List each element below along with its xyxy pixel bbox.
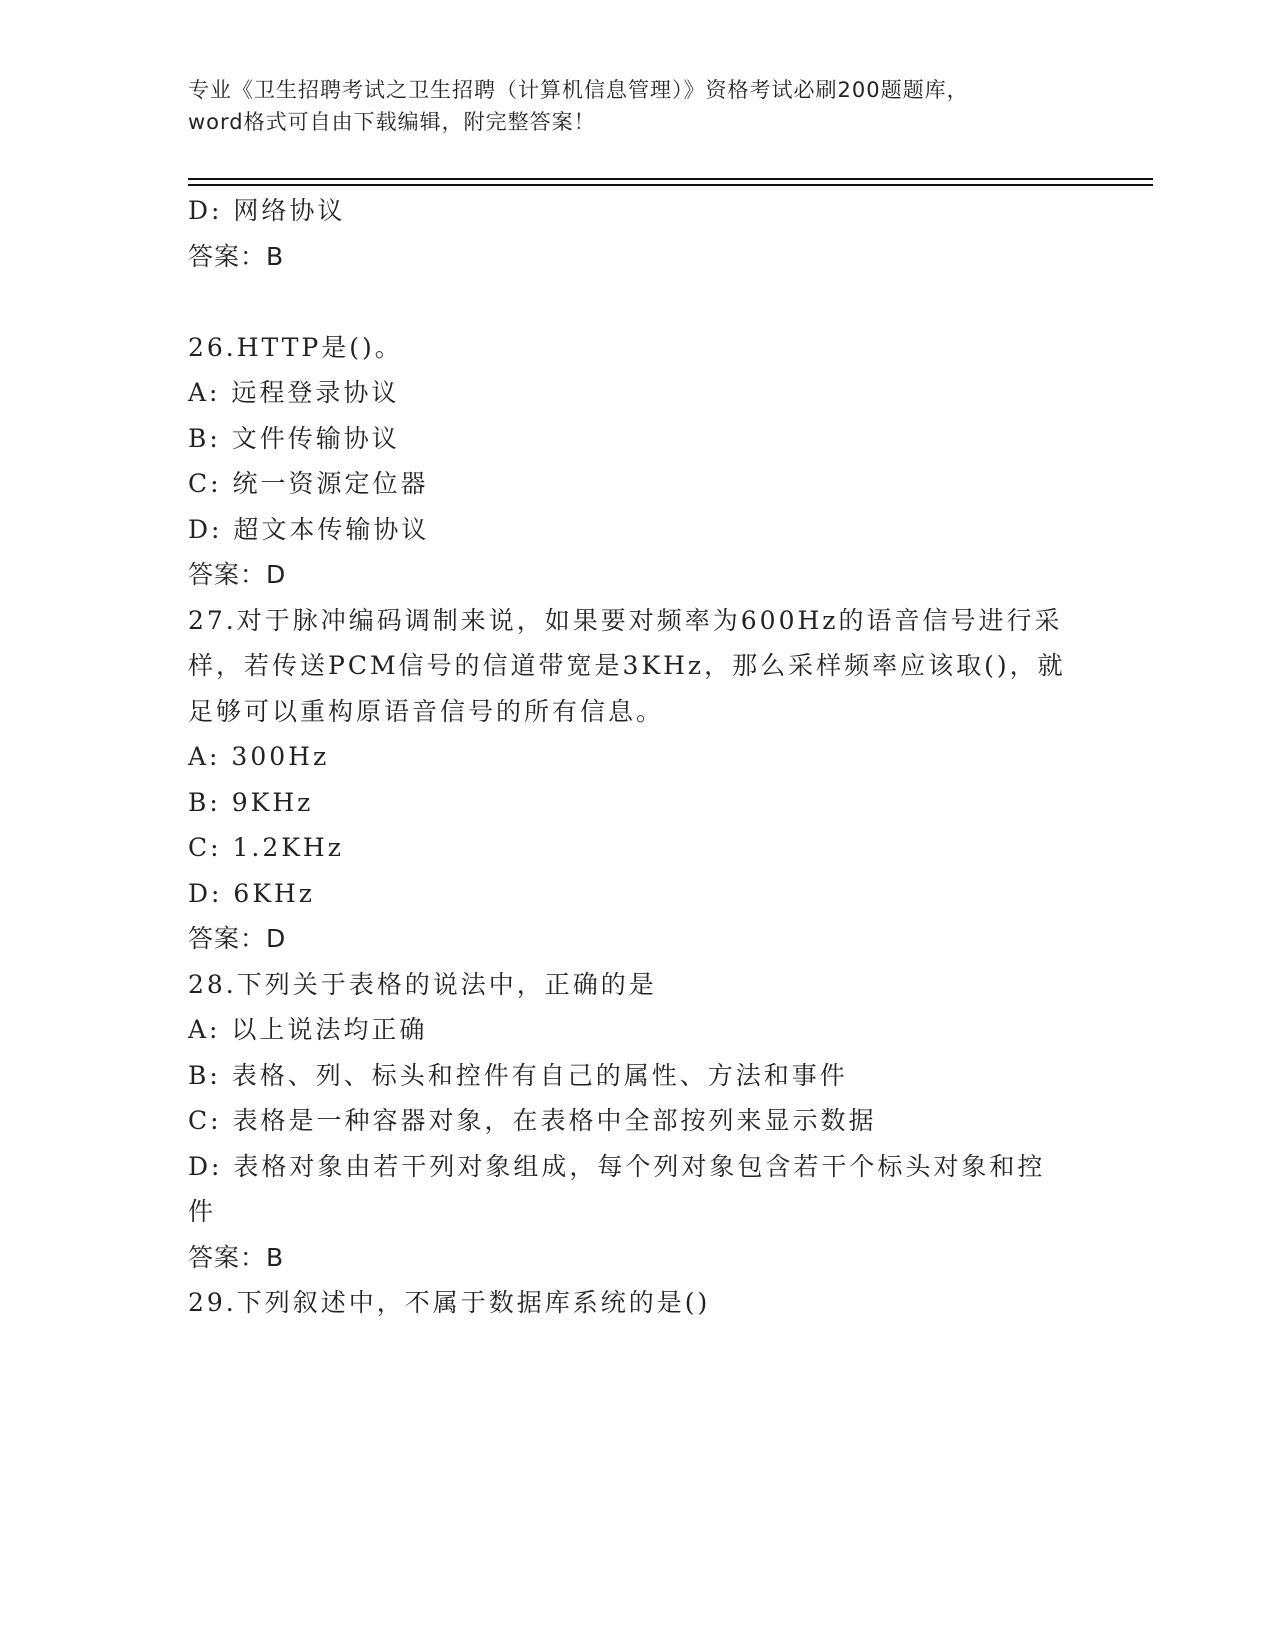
answer: 答案：D	[188, 560, 287, 589]
option-c: C: 1.2KHz	[188, 833, 344, 862]
question-content	[188, 188, 1068, 1326]
header-line-1: 专业《卫生招聘考试之卫生招聘（计算机信息管理）》资格考试必刷200题题库，	[188, 78, 969, 102]
question-29	[188, 1280, 1068, 1326]
option-c: C: 统一资源定位器	[188, 469, 429, 498]
option-b: B: 9KHz	[188, 787, 314, 817]
question-text: 26.HTTP是()。	[188, 332, 403, 362]
prev-answer: 答案：B	[188, 241, 285, 271]
document-header	[188, 74, 1088, 138]
header-rule-top	[188, 178, 1153, 180]
option-a: A: 300Hz	[188, 742, 330, 771]
answer: 答案：D	[188, 924, 287, 953]
answer: 答案：B	[188, 1242, 285, 1272]
header-line-2: word格式可自由下载编辑，附完整答案！	[188, 110, 596, 134]
prev-option-d: D: 网络协议	[188, 196, 346, 225]
option-b: B: 表格、列、标头和控件有自己的属性、方法和事件	[188, 1060, 848, 1090]
option-b: B: 文件传输协议	[188, 423, 400, 453]
question-28	[188, 962, 1068, 1281]
question-text: 27.对于脉冲编码调制来说，如果要对频率为600Hz的语音信号进行采样，若传送PCM信号的信道带宽是3KHz，那么采样频率应该取()，就足够可以重构原语音信号的所有信息。	[188, 605, 1066, 726]
option-a: A: 以上说法均正确	[188, 1015, 428, 1044]
question-26	[188, 325, 1068, 598]
question-27	[188, 598, 1068, 962]
option-d: D: 表格对象由若干列对象组成，每个列对象包含若干个标头对象和控件	[188, 1151, 1046, 1226]
option-a: A: 远程登录协议	[188, 378, 400, 407]
option-d: D: 6KHz	[188, 878, 315, 908]
question-text: 29.下列叙述中，不属于数据库系统的是()	[188, 1288, 711, 1317]
question-text: 28.下列关于表格的说法中，正确的是	[188, 969, 657, 999]
option-c: C: 表格是一种容器对象，在表格中全部按列来显示数据	[188, 1106, 877, 1135]
option-d: D: 超文本传输协议	[188, 514, 430, 544]
header-rule-bottom	[188, 184, 1153, 186]
